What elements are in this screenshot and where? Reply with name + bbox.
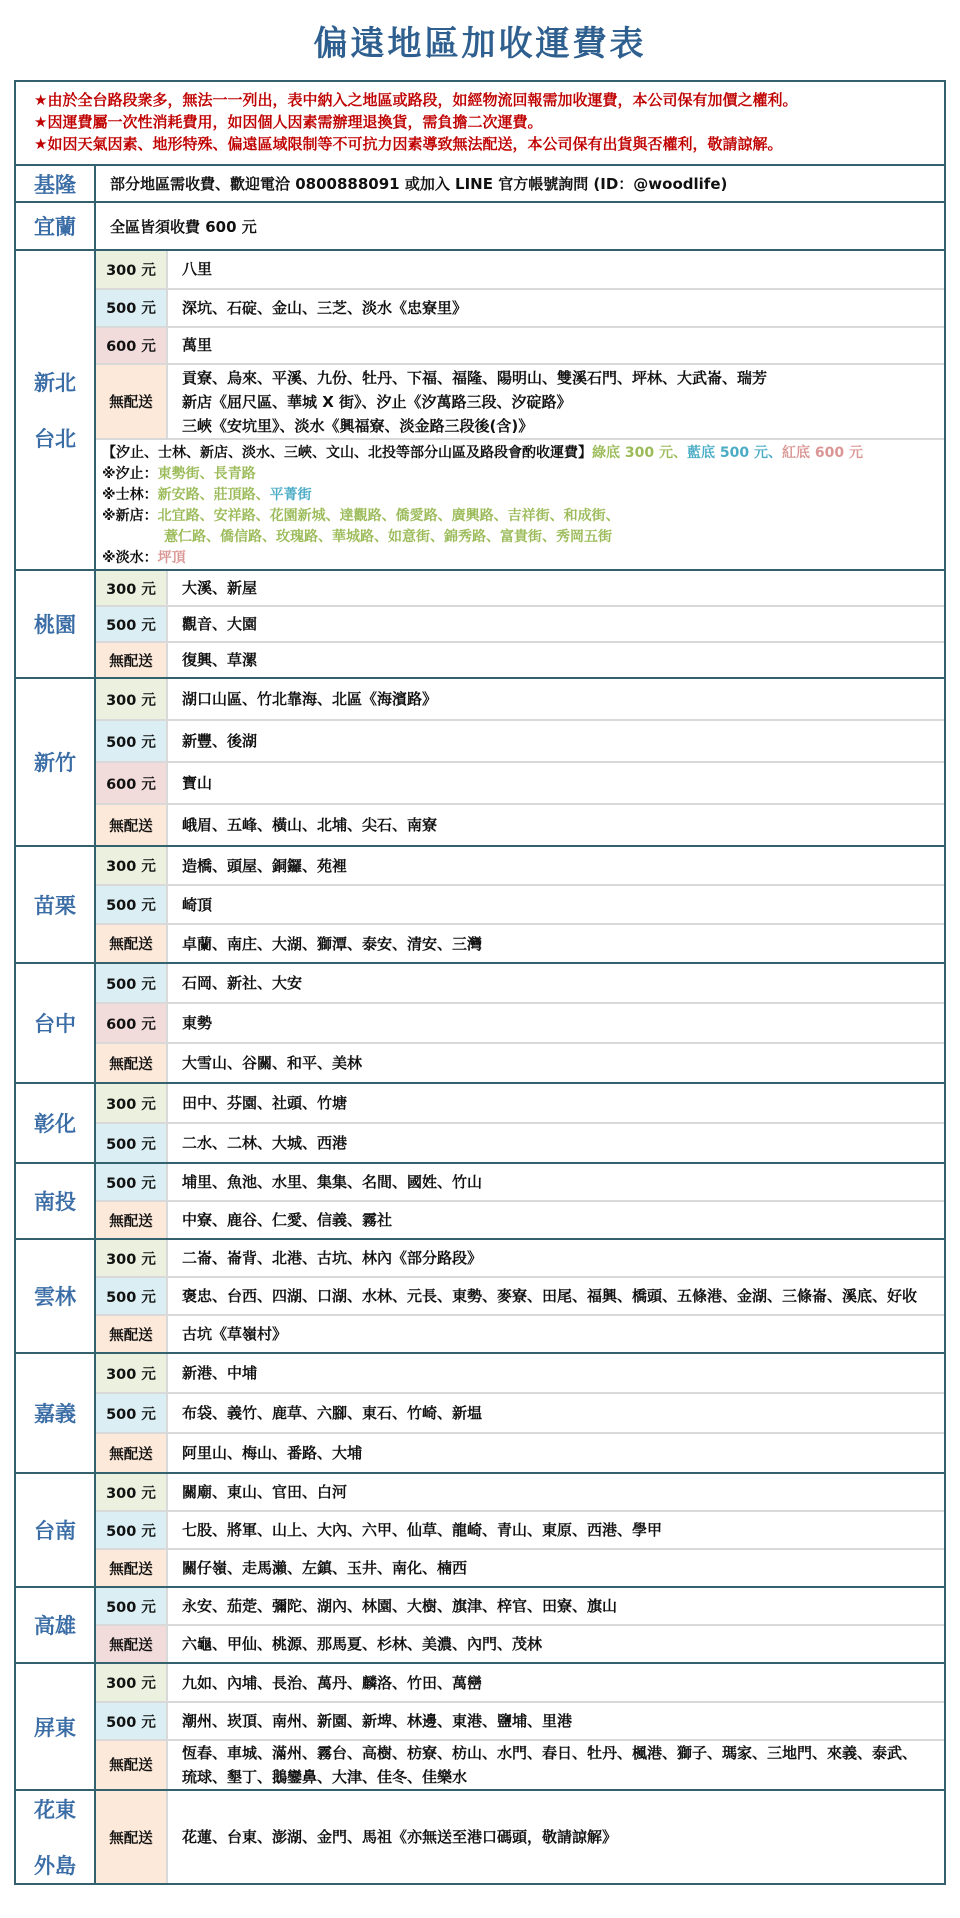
fee-cell-500: 500 元 <box>96 886 168 923</box>
fee-cell-300: 300 元 <box>96 1084 168 1122</box>
region-section-miaoli <box>16 845 944 962</box>
region-label <box>16 964 96 1082</box>
area-cell: 八里 <box>182 260 213 279</box>
fee-cell-no-delivery: 無配送 <box>96 365 168 438</box>
region-label <box>16 1791 96 1883</box>
fee-cell-no-delivery: 無配送 <box>96 1434 168 1472</box>
note-item-streets: 東勢街、長青路 <box>157 465 256 482</box>
region-section-keelung <box>16 164 944 201</box>
surcharge-note-header: 【汐止、士林、新店、淡水、三峽、文山、北投等部分山區及路段會酌收運費】 <box>102 444 592 461</box>
region-name: 新竹 <box>34 751 76 775</box>
fee-cell-500: 500 元 <box>96 721 168 761</box>
region-section-taichung <box>16 962 944 1082</box>
notice-line: ★如因天氣因素、地形特殊、偏遠區域限制等不可抗力因素導致無法配送，本公司保有出貨與否權利，敬請諒解。 <box>34 135 783 153</box>
fee-cell-no-delivery: 無配送 <box>96 1044 168 1082</box>
fee-cell-no-delivery: 無配送 <box>96 643 168 677</box>
region-section-chiayi <box>16 1352 944 1472</box>
fee-cell-300: 300 元 <box>96 1240 168 1276</box>
region-label <box>16 1474 96 1586</box>
area-cell: 貢寮、烏來、平溪、九份、牡丹、下福、福隆、陽明山、雙溪石門、坪林、大武崙、瑞芳 新店《屈尺區、華城 X 街》、汐止《汐萬路三段、汐碇路》 三峽《安坑里》、淡水《興福寮、淡金路三段後(含)》 <box>182 368 768 435</box>
fee-cell-500: 500 元 <box>96 290 168 326</box>
region-label <box>16 251 96 569</box>
region-name: 台北 <box>34 427 76 451</box>
note-item-label: ※新店： <box>102 507 158 524</box>
area-cell: 田中、芬園、社頭、竹塘 <box>182 1094 348 1112</box>
fee-cell-no-delivery: 無配送 <box>96 805 168 845</box>
region-section-yunlin <box>16 1238 944 1352</box>
area-cell: 崎頂 <box>182 895 213 914</box>
region-name: 台南 <box>34 1519 76 1543</box>
fee-cell-no-delivery: 無配送 <box>96 1626 168 1662</box>
area-cell: 復興、草漯 <box>182 651 258 669</box>
note-item-label: ※汐止： <box>102 465 158 482</box>
note-item-streets: 坪頂 <box>157 549 186 566</box>
note-item-streets: 新安路、莊頂路、 <box>157 486 270 503</box>
fee-cell-300: 300 元 <box>96 847 168 884</box>
region-name: 台中 <box>34 1012 76 1036</box>
region-label <box>16 1664 96 1789</box>
legend-red-600: 紅底 600 元 <box>781 444 863 461</box>
surcharge-note-block <box>96 438 944 569</box>
region-section-newtaipei-taipei <box>16 249 944 569</box>
fee-cell-500: 500 元 <box>96 1394 168 1432</box>
region-section-changhua <box>16 1082 944 1162</box>
region-name: 嘉義 <box>34 1402 76 1426</box>
region-label <box>16 1084 96 1162</box>
region-name: 花東 <box>34 1798 76 1822</box>
fee-cell-300: 300 元 <box>96 679 168 719</box>
region-name: 苗栗 <box>34 893 76 918</box>
region-note: 全區皆須收費 600 元 <box>110 217 257 236</box>
region-section-pingtung <box>16 1662 944 1789</box>
fee-cell-no-delivery: 無配送 <box>96 1741 168 1789</box>
area-cell: 大雪山、谷關、和平、美林 <box>182 1054 363 1072</box>
region-section-kaohsiung <box>16 1586 944 1662</box>
region-label <box>16 1240 96 1352</box>
area-cell: 峨眉、五峰、橫山、北埔、尖石、南寮 <box>182 816 438 834</box>
note-item-label: ※士林： <box>102 486 158 503</box>
area-cell: 七股、將軍、山上、大內、六甲、仙草、龍崎、青山、東原、西港、學甲 <box>182 1521 663 1539</box>
page-title: 偏遠地區加收運費表 <box>313 23 647 64</box>
fee-cell-500: 500 元 <box>96 964 168 1002</box>
note-item-label: ※淡水： <box>102 549 158 566</box>
notice-line: ★由於全台路段衆多，無法一一列出，表中納入之地區或路段，如經物流回報需加收運費，本公司保有加價之權利。 <box>34 91 798 109</box>
region-section-tainan <box>16 1472 944 1586</box>
region-section-taoyuan <box>16 569 944 677</box>
fee-cell-500: 500 元 <box>96 607 168 641</box>
region-section-nantou <box>16 1162 944 1238</box>
region-name: 外島 <box>34 1854 76 1878</box>
fee-cell-500: 500 元 <box>96 1703 168 1738</box>
area-cell: 石岡、新社、大安 <box>182 974 303 992</box>
region-name: 高雄 <box>34 1614 76 1638</box>
area-cell: 深坑、石碇、金山、三芝、淡水《忠寮里》 <box>182 298 468 317</box>
area-cell: 卓蘭、南庄、大湖、獅潭、泰安、清安、三灣 <box>182 934 483 953</box>
area-cell: 關廟、東山、官田、白河 <box>182 1483 348 1501</box>
region-name: 新北 <box>34 371 76 395</box>
region-label <box>16 1588 96 1662</box>
fee-cell-600: 600 元 <box>96 1004 168 1042</box>
area-cell: 湖口山區、竹北靠海、北區《海濱路》 <box>182 690 438 708</box>
area-cell: 東勢 <box>182 1014 213 1032</box>
area-cell: 新豐、後湖 <box>182 732 258 750</box>
notice-line: ★因運費屬一次性消耗費用，如因個人因素需辦理退換貨，需負擔二次運費。 <box>34 113 543 131</box>
fee-cell-500: 500 元 <box>96 1278 168 1314</box>
area-cell: 永安、茄萣、彌陀、湖內、林園、大樹、旗津、梓官、田寮、旗山 <box>182 1597 618 1615</box>
area-cell: 二崙、崙背、北港、古坑、林內《部分路段》 <box>182 1249 483 1267</box>
area-cell: 布袋、義竹、鹿草、六腳、東石、竹崎、新塭 <box>182 1404 483 1422</box>
region-name: 桃園 <box>34 613 76 637</box>
area-cell: 新港、中埔 <box>182 1364 258 1382</box>
fee-cell-500: 500 元 <box>96 1164 168 1200</box>
fee-cell-no-delivery: 無配送 <box>96 1316 168 1352</box>
area-cell: 阿里山、梅山、番路、大埔 <box>182 1444 363 1462</box>
area-cell: 埔里、魚池、水里、集集、名間、國姓、竹山 <box>182 1173 483 1191</box>
area-cell: 古坑《草嶺村》 <box>182 1325 288 1343</box>
region-section-hsinchu <box>16 677 944 845</box>
note-item-streets: 北宜路、安祥路、花園新城、達觀路、僑愛路、廣興路、吉祥街、和成街、 <box>157 507 620 524</box>
region-name: 基隆 <box>34 172 76 197</box>
legend-blue-500: 藍底 500 元、 <box>686 444 782 461</box>
fee-cell-600: 600 元 <box>96 763 168 803</box>
region-name: 宜蘭 <box>34 215 76 239</box>
fee-cell-no-delivery: 無配送 <box>96 1202 168 1238</box>
area-cell: 二水、二林、大城、西港 <box>182 1134 348 1152</box>
fee-cell-300: 300 元 <box>96 1664 168 1701</box>
fee-cell-no-delivery: 無配送 <box>96 925 168 962</box>
fee-cell-300: 300 元 <box>96 571 168 605</box>
region-label <box>16 847 96 962</box>
fee-cell-300: 300 元 <box>96 251 168 288</box>
fee-cell-no-delivery: 無配送 <box>96 1550 168 1586</box>
area-cell: 萬里 <box>182 336 213 355</box>
notice-box <box>16 82 944 164</box>
area-cell: 恆春、車城、滿州、霧台、高樹、枋寮、枋山、水門、春日、牡丹、楓港、獅子、瑪家、三地門、來義、泰武、 琉球、墾丁、鵝鑾鼻、大津、佳冬、佳樂水 <box>182 1743 918 1786</box>
fee-cell-300: 300 元 <box>96 1474 168 1510</box>
area-cell: 中寮、鹿谷、仁愛、信義、霧社 <box>182 1211 393 1229</box>
area-cell: 關仔嶺、走馬瀨、左鎮、玉井、南化、楠西 <box>182 1559 468 1577</box>
area-cell: 觀音、大園 <box>182 615 258 633</box>
region-label <box>16 1354 96 1472</box>
fee-cell-600: 600 元 <box>96 328 168 364</box>
area-cell: 花蓮、台東、澎湖、金門、馬祖《亦無送至港口碼頭，敬請諒解》 <box>182 1828 618 1846</box>
fee-cell-500: 500 元 <box>96 1512 168 1548</box>
shipping-fee-table <box>14 80 946 1885</box>
area-cell: 九如、內埔、長治、萬丹、麟洛、竹田、萬巒 <box>182 1673 483 1692</box>
region-label <box>16 1164 96 1238</box>
area-cell: 褒忠、台西、四湖、口湖、水林、元長、東勢、麥寮、田尾、福興、橋頭、五條港、金湖、三條崙、溪底、好收 <box>182 1287 918 1305</box>
region-name: 屏東 <box>34 1715 76 1740</box>
region-label <box>16 679 96 845</box>
region-name: 南投 <box>34 1190 76 1214</box>
region-label <box>16 203 96 249</box>
area-cell: 寶山 <box>182 774 213 792</box>
region-label <box>16 571 96 677</box>
region-label <box>16 166 96 201</box>
region-name: 彰化 <box>34 1112 76 1136</box>
area-cell: 六龜、甲仙、桃源、那馬夏、杉林、美濃、內門、茂林 <box>182 1635 543 1653</box>
region-section-hualien-taitung-islands <box>16 1789 944 1883</box>
fee-cell-500: 500 元 <box>96 1124 168 1162</box>
area-cell: 潮州、崁頂、南州、新園、新埤、林邊、東港、鹽埔、里港 <box>182 1712 573 1731</box>
legend-green-300: 綠底 300 元、 <box>592 444 687 461</box>
note-item-streets: 平菁街 <box>269 486 312 503</box>
area-cell: 造橋、頭屋、銅鑼、苑裡 <box>182 856 348 875</box>
fee-cell-no-delivery: 無配送 <box>96 1791 168 1883</box>
note-item-streets: 薏仁路、僑信路、玫瑰路、華城路、如意街、錦秀路、富貴街、秀岡五街 <box>164 528 612 545</box>
fee-cell-300: 300 元 <box>96 1354 168 1392</box>
region-note: 部分地區需收費、歡迎電洽 0800888091 或加入 LINE 官方帳號詢問 (ID：@woodlife) <box>110 175 728 193</box>
area-cell: 大溪、新屋 <box>182 579 258 597</box>
region-section-yilan <box>16 201 944 249</box>
fee-cell-500: 500 元 <box>96 1588 168 1624</box>
region-name: 雲林 <box>34 1285 76 1309</box>
